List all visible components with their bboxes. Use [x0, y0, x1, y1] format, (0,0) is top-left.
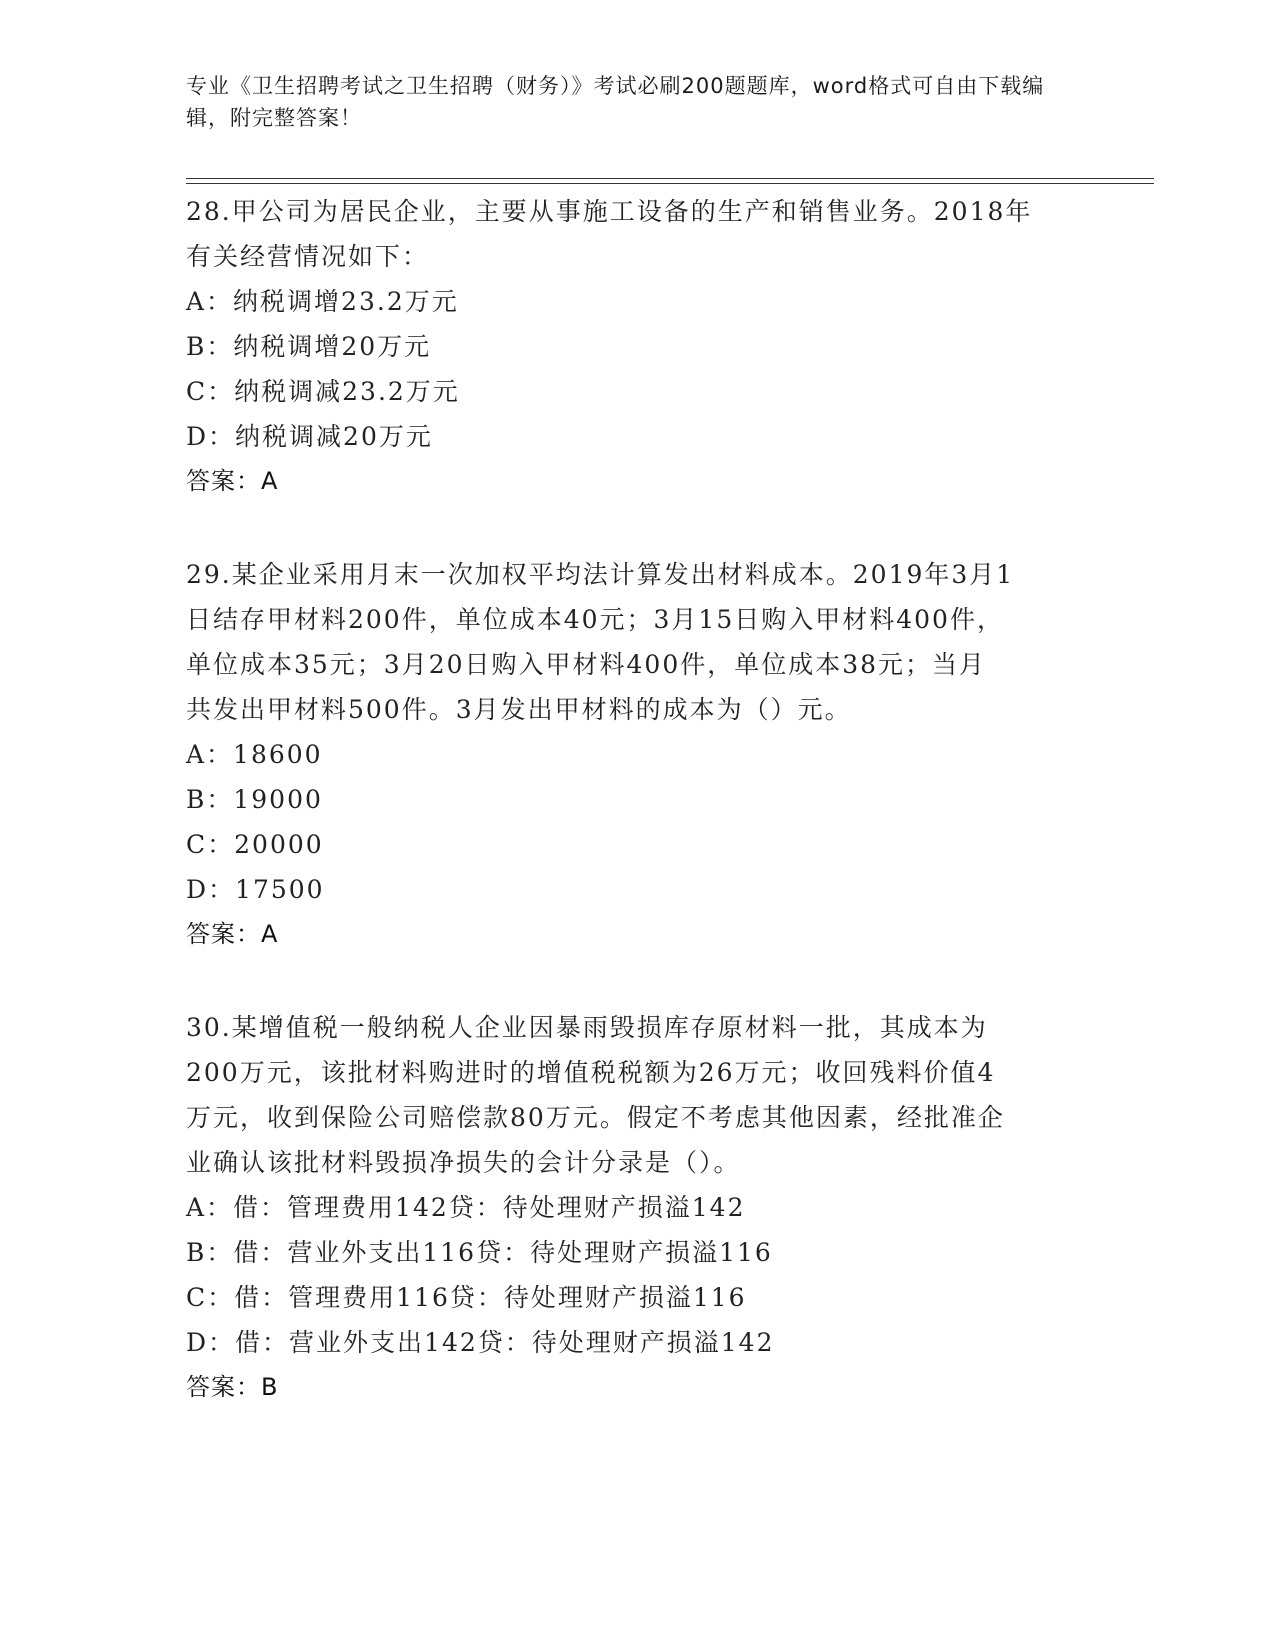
answer-label: 答案：A [186, 467, 279, 495]
option-d: D：纳税调减20万元 [186, 422, 433, 451]
option-b: B：19000 [186, 785, 323, 814]
option-a: A：纳税调增23.2万元 [186, 287, 459, 316]
question-text-line: 29.某企业采用月末一次加权平均法计算发出材料成本。2019年3月1 [186, 560, 1015, 589]
question-29 [186, 552, 1086, 957]
question-text-line: 30.某增值税一般纳税人企业因暴雨毁损库存原材料一批，其成本为 [186, 1013, 988, 1042]
answer-label: 答案：A [186, 920, 279, 948]
answer-label: 答案：B [186, 1373, 279, 1401]
option-b: B：纳税调增20万元 [186, 332, 432, 361]
header-divider-top [186, 178, 1154, 179]
question-text-line: 业确认该批材料毁损净损失的会计分录是（）。 [186, 1148, 741, 1177]
option-c: C：借：管理费用116贷：待处理财产损溢116 [186, 1283, 747, 1312]
option-c: C：纳税调减23.2万元 [186, 377, 460, 406]
option-a: A：18600 [186, 740, 323, 769]
question-text-line: 有关经营情况如下： [186, 242, 430, 271]
question-text-line: 共发出甲材料500件。3月发出甲材料的成本为（）元。 [186, 695, 852, 724]
question-text-line: 日结存甲材料200件，单位成本40元；3月15日购入甲材料400件， [186, 605, 1004, 634]
question-text-line: 28.甲公司为居民企业，主要从事施工设备的生产和销售业务。2018年 [186, 197, 1033, 226]
option-b: B：借：营业外支出116贷：待处理财产损溢116 [186, 1238, 773, 1267]
question-30 [186, 1005, 1086, 1410]
question-text-line: 200万元，该批材料购进时的增值税税额为26万元；收回残料价值4 [186, 1058, 996, 1087]
option-d: D：17500 [186, 875, 325, 904]
question-text-line: 单位成本35元；3月20日购入甲材料400件，单位成本38元；当月 [186, 650, 987, 679]
document-header: 专业《卫生招聘考试之卫生招聘（财务）》考试必刷200题题库，word格式可自由下载编辑，附完整答案！ [186, 74, 1045, 130]
option-c: C：20000 [186, 830, 324, 859]
option-a: A：借：管理费用142贷：待处理财产损溢142 [186, 1193, 746, 1222]
question-text-line: 万元，收到保险公司赔偿款80万元。假定不考虑其他因素，经批准企 [186, 1103, 1005, 1132]
header-divider-bottom [186, 183, 1154, 184]
option-d: D：借：营业外支出142贷：待处理财产损溢142 [186, 1328, 775, 1357]
question-28 [186, 189, 1086, 504]
